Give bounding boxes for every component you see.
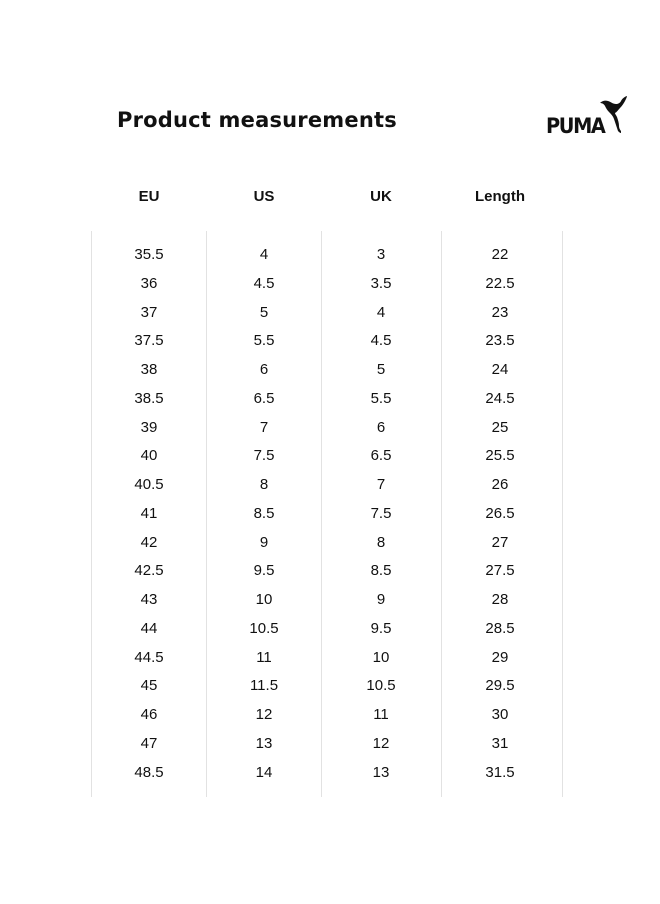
table-cell: 37.5 — [134, 332, 164, 350]
table-cell: 48.5 — [134, 763, 164, 781]
table-cell: 25.5 — [485, 447, 515, 465]
table-cell: 23 — [491, 303, 509, 321]
header-uk: UK — [370, 188, 392, 205]
table-cell: 4.5 — [370, 332, 392, 350]
table-cell: 26 — [491, 476, 509, 493]
table-cell: 10.5 — [366, 677, 396, 695]
header-eu: EU — [138, 188, 160, 205]
table-cell: 45 — [140, 677, 158, 695]
table-cell: 47 — [140, 734, 158, 752]
table-cell: 13 — [255, 734, 273, 752]
table-cell: 8.5 — [253, 504, 275, 522]
table-cell: 37 — [140, 303, 158, 321]
column-divider — [562, 231, 563, 797]
table-cell: 41 — [140, 504, 158, 522]
table-cell: 7 — [259, 418, 269, 436]
brand-logo — [546, 95, 628, 141]
table-cell: 10 — [372, 648, 390, 666]
table-cell: 12 — [372, 734, 390, 752]
table-cell: 25 — [491, 418, 509, 436]
column-us — [206, 241, 322, 787]
table-cell: 8.5 — [370, 562, 392, 580]
table-cell: 31.5 — [485, 763, 515, 781]
table-cell: 24 — [491, 361, 509, 378]
table-cell: 30 — [491, 706, 509, 723]
table-cell: 4 — [376, 303, 386, 321]
table-cell: 14 — [255, 763, 273, 781]
table-cell: 11 — [256, 648, 272, 666]
table-cell: 23.5 — [485, 332, 515, 350]
brand-wordmark: PUMA — [546, 114, 605, 138]
table-cell: 11 — [373, 706, 389, 723]
table-cell: 6 — [259, 361, 269, 378]
table-cell: 27.5 — [485, 562, 515, 580]
table-cell: 7.5 — [370, 504, 392, 522]
table-cell: 10 — [255, 591, 273, 608]
table-cell: 39 — [140, 418, 158, 436]
table-cell: 9.5 — [253, 562, 275, 580]
table-cell: 40 — [140, 447, 158, 465]
table-cell: 9 — [259, 533, 269, 551]
table-cell: 43 — [140, 591, 158, 608]
table-cell: 13 — [372, 763, 390, 781]
table-cell: 22 — [491, 246, 509, 263]
table-cell: 11.5 — [249, 677, 279, 695]
table-cell: 28 — [491, 591, 509, 608]
table-cell: 40.5 — [134, 476, 164, 493]
table-cell: 6.5 — [253, 389, 275, 407]
table-cell: 42 — [140, 533, 158, 551]
table-cell: 29 — [491, 648, 509, 666]
table-cell: 4.5 — [253, 274, 275, 292]
table-cell: 6.5 — [370, 447, 392, 465]
table-cell: 22.5 — [485, 274, 515, 292]
table-cell: 9.5 — [370, 619, 392, 637]
table-cell: 10.5 — [249, 619, 279, 637]
table-cell: 44 — [140, 619, 158, 637]
table-cell: 3 — [376, 246, 386, 263]
table-cell: 3.5 — [370, 274, 392, 292]
table-cell: 12 — [255, 706, 273, 723]
table-cell: 8 — [259, 476, 269, 493]
table-cell: 38.5 — [134, 389, 164, 407]
table-cell: 42.5 — [134, 562, 164, 580]
table-cell: 5 — [376, 361, 386, 378]
table-cell: 7.5 — [253, 447, 275, 465]
table-cell: 36 — [140, 274, 158, 292]
table-cell: 29.5 — [485, 677, 515, 695]
table-cell: 8 — [376, 533, 386, 551]
puma-cat-icon — [580, 95, 628, 135]
column-eu — [91, 241, 207, 787]
table-cell: 26.5 — [485, 504, 515, 522]
column-uk — [323, 241, 439, 787]
table-cell: 28.5 — [485, 619, 515, 637]
table-cell: 35.5 — [134, 246, 164, 263]
table-cell: 5.5 — [370, 389, 392, 407]
table-cell: 31 — [491, 734, 509, 752]
column-length — [442, 241, 558, 787]
table-cell: 24.5 — [485, 389, 515, 407]
table-cell: 5 — [259, 303, 269, 321]
table-cell: 4 — [259, 246, 269, 263]
header-length: Length — [475, 188, 525, 205]
table-cell: 9 — [376, 591, 386, 608]
page-title: Product measurements — [117, 108, 397, 132]
table-cell: 46 — [140, 706, 158, 723]
header-us: US — [253, 188, 275, 205]
table-cell: 6 — [376, 418, 386, 436]
table-cell: 44.5 — [134, 648, 164, 666]
table-cell: 38 — [140, 361, 158, 378]
table-cell: 5.5 — [253, 332, 275, 350]
table-cell: 7 — [376, 476, 386, 493]
table-cell: 27 — [491, 533, 509, 551]
